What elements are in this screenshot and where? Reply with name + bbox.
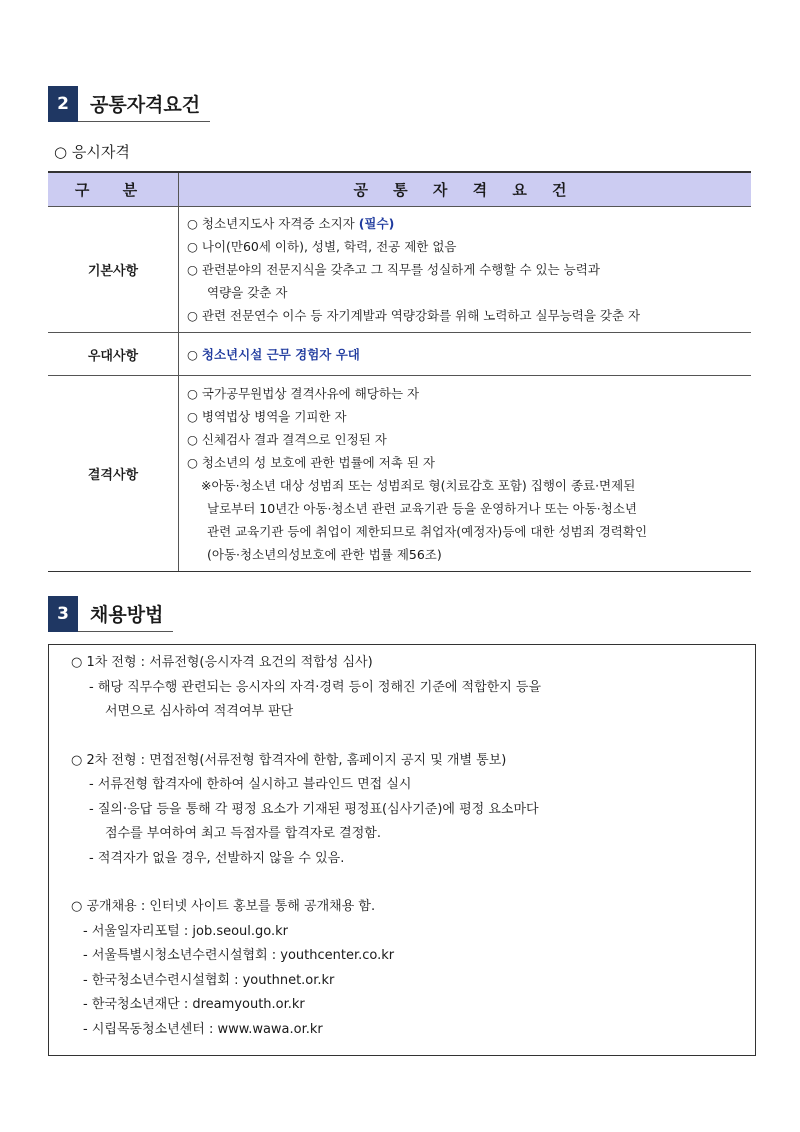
- site-item: - 서울일자리포털 : job.seoul.go.kr: [83, 923, 289, 939]
- disq-line-4: ○ 청소년의 성 보호에 관한 법률에 저촉 된 자: [187, 454, 435, 470]
- section-number: 2: [48, 86, 78, 122]
- qualification-heading: ○ 응시자격: [54, 143, 130, 161]
- basic-line-2: ○ 나이(만60세 이하), 성별, 학력, 전공 제한 없음: [187, 239, 457, 254]
- row-category: 기본사항: [48, 207, 179, 333]
- basic-line-3: ○ 관련분야의 전문지식을 갖추고 그 직무를 성실하게 수행할 수 있는 능력과: [187, 262, 600, 277]
- site-item: - 서울특별시청소년수련시설협회 : youthcenter.co.kr: [83, 948, 395, 963]
- disq-note-4: (아동·청소년의성보호에 관한 법률 제56조): [207, 546, 442, 562]
- section-2-header: [48, 86, 210, 122]
- preferred-line: ○ 청소년시설 근무 경험자 우대: [187, 346, 360, 362]
- row-content: [179, 376, 752, 572]
- first-stage-heading: ○ 1차 전형 : 서류전형(응시자격 요건의 적합성 심사): [71, 655, 373, 670]
- second-stage-heading: ○ 2차 전형 : 면접전형(서류전형 합격자에 한함, 홈페이지 공지 및 개별 통보): [71, 752, 507, 768]
- required-tag: (필수): [358, 216, 395, 231]
- disq-line-1: ○ 국가공무원법상 결격사유에 해당하는 자: [187, 385, 420, 401]
- disq-note-3: 관련 교육기관 등에 취업이 제한되므로 취업자(예정자)등에 대한 성범죄 경력확인: [207, 523, 648, 539]
- basic-line-5: ○ 관련 전문연수 이수 등 자기계발과 역량강화를 위해 노력하고 실무능력을 갖춘 자: [187, 308, 641, 323]
- site-item: - 시립목동청소년센터 : www.wawa.or.kr: [83, 1021, 323, 1037]
- basic-line-1: ○ 청소년지도사 자격증 소지자 (필수): [187, 216, 395, 231]
- second-stage-line: 점수를 부여하여 최고 득점자를 합격자로 결정함.: [105, 826, 381, 841]
- section-number: 3: [48, 596, 78, 632]
- section-title: 공통자격요건: [78, 86, 210, 122]
- disq-line-3: ○ 신체검사 결과 결격으로 인정된 자: [187, 431, 387, 447]
- table-row-preferred: [48, 333, 751, 376]
- row-category: 결격사항: [48, 376, 179, 572]
- table-row-basic: [48, 207, 751, 333]
- first-stage-line: 서면으로 심사하여 적격여부 판단: [105, 704, 294, 719]
- first-stage-line: - 해당 직무수행 관련되는 응시자의 자격·경력 등이 정해진 기준에 적합한지 등을: [89, 679, 542, 695]
- disq-line-2: ○ 병역법상 병역을 기피한 자: [187, 408, 347, 424]
- second-stage-line: - 질의·응답 등을 통해 각 평정 요소가 기재된 평정표(심사기준)에 평정 요소마다: [89, 801, 539, 817]
- preferred-text: 청소년시설 근무 경험자 우대: [201, 346, 360, 362]
- section-title: 채용방법: [78, 596, 173, 632]
- site-item: - 한국청소년수련시설협회 : youthnet.or.kr: [83, 972, 335, 988]
- row-content: [179, 207, 752, 333]
- recruitment-method-box: [48, 644, 756, 1056]
- public-recruit-heading: ○ 공개채용 : 인터넷 사이트 홍보를 통해 공개채용 함.: [71, 899, 376, 914]
- site-item: - 한국청소년재단 : dreamyouth.or.kr: [83, 997, 305, 1012]
- second-stage-line: - 서류전형 합격자에 한하여 실시하고 블라인드 면접 실시: [89, 777, 412, 792]
- row-category: 우대사항: [48, 333, 179, 376]
- basic-line-4: 역량을 갖춘 자: [207, 285, 288, 300]
- requirements-table: [48, 171, 751, 572]
- disq-note-2: 날로부터 10년간 아동·청소년 관련 교육기관 등을 운영하거나 또는 아동·청소년: [207, 500, 637, 516]
- header-category: 구 분: [48, 172, 179, 207]
- row-content: [179, 333, 752, 376]
- section-3-header: [48, 596, 173, 632]
- header-requirements: 공 통 자 격 요 건: [179, 172, 752, 207]
- disq-note-1: ※아동·청소년 대상 성범죄 또는 성범죄로 형(치료감호 포함) 집행이 종료·면제된: [201, 477, 636, 493]
- table-header-row: [48, 172, 751, 207]
- second-stage-line: - 적격자가 없을 경우, 선발하지 않을 수 있음.: [89, 850, 345, 866]
- table-row-disqualify: [48, 376, 751, 572]
